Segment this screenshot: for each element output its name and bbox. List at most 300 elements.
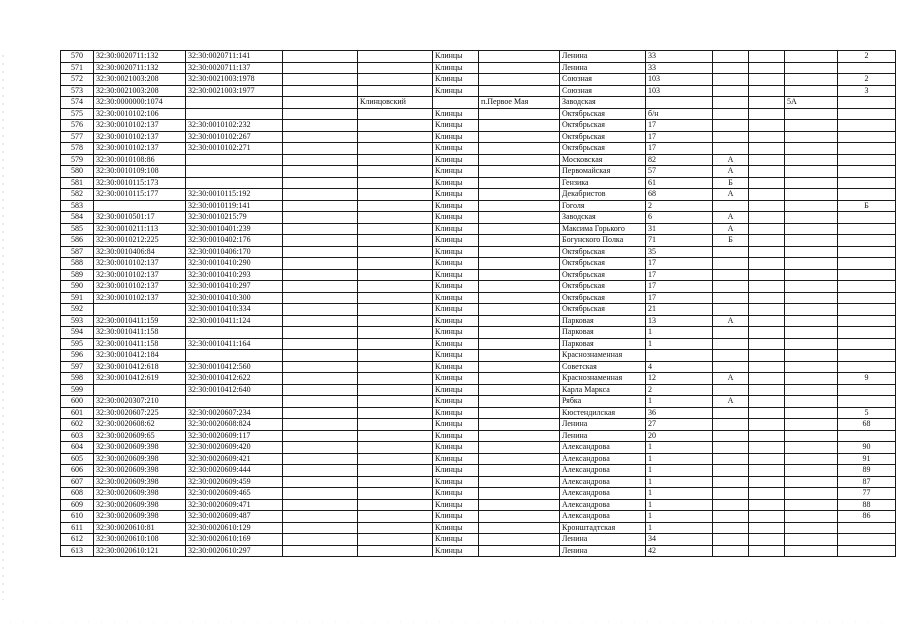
cell-street: Первомайская: [560, 166, 646, 178]
cell-cadastral-number: 32:30:0010501:17: [94, 212, 186, 224]
table-row: [61, 384, 896, 396]
cell-blank-col-10: [749, 545, 785, 557]
cell-row-number: 570: [61, 51, 94, 63]
cell-blank-col-10: [749, 396, 785, 408]
cell-blank-col-10: [749, 62, 785, 74]
cell-sub-cadastral-number: 32:30:0010119:141: [186, 200, 283, 212]
cell-city: Клинцы: [433, 419, 479, 431]
cell-house-letter: [713, 361, 749, 373]
cell-row-number: 579: [61, 154, 94, 166]
cell-district: [358, 499, 433, 511]
cell-district: [358, 442, 433, 454]
cell-city: Клинцы: [433, 246, 479, 258]
cell-city: Клинцы: [433, 189, 479, 201]
cell-blank-col-10: [749, 292, 785, 304]
cell-street: Ленина: [560, 62, 646, 74]
cell-house-letter: [713, 131, 749, 143]
cell-house-letter: [713, 62, 749, 74]
cell-building: [785, 396, 838, 408]
cell-cadastral-number: 32:30:0020711:132: [94, 51, 186, 63]
cell-sub-cadastral-number: 32:30:0010102:271: [186, 143, 283, 155]
cell-building: [785, 51, 838, 63]
cell-row-number: 612: [61, 534, 94, 546]
cell-settlement: [479, 85, 560, 97]
cell-house-letter: [713, 419, 749, 431]
cell-apartment: 86: [838, 511, 896, 523]
cell-district: [358, 545, 433, 557]
cell-cadastral-number: 32:30:0020610:108: [94, 534, 186, 546]
cell-house-letter: [713, 108, 749, 120]
cell-city: Клинцы: [433, 51, 479, 63]
cell-street: Максима Горького: [560, 223, 646, 235]
cell-building: [785, 465, 838, 477]
cell-settlement: [479, 269, 560, 281]
cell-cadastral-number: 32:30:0021003:208: [94, 74, 186, 86]
cell-house-number: 33: [646, 62, 713, 74]
cell-blank-col-3: [283, 327, 358, 339]
cell-sub-cadastral-number: [186, 166, 283, 178]
cell-street: Октябрьская: [560, 143, 646, 155]
cell-settlement: [479, 407, 560, 419]
table-row: [61, 235, 896, 247]
cell-sub-cadastral-number: [186, 154, 283, 166]
cell-apartment: 77: [838, 488, 896, 500]
cell-district: [358, 85, 433, 97]
cell-blank-col-3: [283, 430, 358, 442]
cell-building: [785, 177, 838, 189]
cell-house-number: 1: [646, 453, 713, 465]
cell-blank-col-3: [283, 373, 358, 385]
cell-cadastral-number: 32:30:0010115:177: [94, 189, 186, 201]
cell-row-number: 610: [61, 511, 94, 523]
table-row: [61, 522, 896, 534]
cell-apartment: [838, 108, 896, 120]
cell-building: [785, 488, 838, 500]
cell-house-letter: А: [713, 154, 749, 166]
cell-apartment: 87: [838, 476, 896, 488]
cell-sub-cadastral-number: 32:30:0010412:622: [186, 373, 283, 385]
cell-settlement: [479, 154, 560, 166]
cell-district: [358, 419, 433, 431]
cell-apartment: [838, 120, 896, 132]
cell-street: Кюстендилская: [560, 407, 646, 419]
cell-sub-cadastral-number: 32:30:0021003:1977: [186, 85, 283, 97]
cell-cadastral-number: 32:30:0020608:62: [94, 419, 186, 431]
cell-apartment: [838, 154, 896, 166]
cell-settlement: [479, 488, 560, 500]
cell-cadastral-number: 32:30:0020610:121: [94, 545, 186, 557]
cell-sub-cadastral-number: 32:30:0010412:560: [186, 361, 283, 373]
cell-apartment: 2: [838, 74, 896, 86]
cell-building: [785, 522, 838, 534]
cell-city: Клинцы: [433, 120, 479, 132]
cell-row-number: 598: [61, 373, 94, 385]
cell-sub-cadastral-number: 32:30:0010410:290: [186, 258, 283, 270]
cell-building: [785, 350, 838, 362]
table-row: [61, 488, 896, 500]
cell-house-number: 1: [646, 338, 713, 350]
table-row: [61, 373, 896, 385]
cell-cadastral-number: 32:30:0020609:398: [94, 488, 186, 500]
cell-house-number: 17: [646, 269, 713, 281]
cell-city: [433, 97, 479, 109]
cell-blank-col-10: [749, 85, 785, 97]
cell-cadastral-number: 32:30:0010102:137: [94, 258, 186, 270]
cell-settlement: [479, 292, 560, 304]
cell-apartment: [838, 361, 896, 373]
cell-building: [785, 212, 838, 224]
cell-cadastral-number: 32:30:0010406:84: [94, 246, 186, 258]
cell-district: [358, 269, 433, 281]
cell-settlement: [479, 430, 560, 442]
cell-house-number: 17: [646, 281, 713, 293]
cell-city: Клинцы: [433, 223, 479, 235]
cell-building: [785, 85, 838, 97]
cell-sub-cadastral-number: 32:30:0010410:334: [186, 304, 283, 316]
cell-blank-col-10: [749, 442, 785, 454]
cell-blank-col-10: [749, 511, 785, 523]
cell-blank-col-10: [749, 453, 785, 465]
cell-house-letter: [713, 200, 749, 212]
cell-district: [358, 396, 433, 408]
table-row: [61, 534, 896, 546]
cell-cadastral-number: 32:30:0000000:1074: [94, 97, 186, 109]
cell-sub-cadastral-number: [186, 108, 283, 120]
cell-cadastral-number: 32:30:0020609:65: [94, 430, 186, 442]
cell-house-letter: [713, 453, 749, 465]
cell-city: Клинцы: [433, 292, 479, 304]
cell-row-number: 609: [61, 499, 94, 511]
cell-blank-col-3: [283, 85, 358, 97]
cell-street: Октябрьская: [560, 269, 646, 281]
cell-building: [785, 534, 838, 546]
cell-street: Октябрьская: [560, 120, 646, 132]
cell-blank-col-10: [749, 177, 785, 189]
cell-blank-col-3: [283, 223, 358, 235]
cell-apartment: [838, 246, 896, 258]
cell-blank-col-3: [283, 453, 358, 465]
cell-house-letter: А: [713, 223, 749, 235]
cell-house-number: 1: [646, 476, 713, 488]
cell-street: Советская: [560, 361, 646, 373]
table-row: [61, 108, 896, 120]
cell-blank-col-10: [749, 522, 785, 534]
cell-district: [358, 292, 433, 304]
table-row: [61, 269, 896, 281]
cell-apartment: [838, 212, 896, 224]
cell-apartment: [838, 396, 896, 408]
cell-building: [785, 430, 838, 442]
cell-city: Клинцы: [433, 304, 479, 316]
cell-blank-col-3: [283, 476, 358, 488]
cell-building: [785, 407, 838, 419]
cell-street: Карла Маркса: [560, 384, 646, 396]
cell-district: [358, 522, 433, 534]
cell-district: [358, 200, 433, 212]
cell-district: [358, 407, 433, 419]
cell-sub-cadastral-number: 32:30:0010102:232: [186, 120, 283, 132]
cell-sub-cadastral-number: [186, 350, 283, 362]
cell-apartment: [838, 223, 896, 235]
cell-city: Клинцы: [433, 235, 479, 247]
cell-building: [785, 442, 838, 454]
cell-cadastral-number: 32:30:0020607:225: [94, 407, 186, 419]
cell-city: Клинцы: [433, 465, 479, 477]
cell-building: [785, 304, 838, 316]
cell-sub-cadastral-number: 32:30:0010412:640: [186, 384, 283, 396]
cell-city: Клинцы: [433, 396, 479, 408]
cell-building: [785, 223, 838, 235]
cell-settlement: [479, 51, 560, 63]
cell-house-letter: [713, 304, 749, 316]
cell-apartment: [838, 292, 896, 304]
cell-sub-cadastral-number: 32:30:0010410:300: [186, 292, 283, 304]
cell-city: Клинцы: [433, 476, 479, 488]
cell-sub-cadastral-number: [186, 327, 283, 339]
cell-sub-cadastral-number: 32:30:0010411:124: [186, 315, 283, 327]
cell-row-number: 577: [61, 131, 94, 143]
cell-apartment: [838, 350, 896, 362]
cell-cadastral-number: 32:30:0010411:158: [94, 338, 186, 350]
cell-apartment: [838, 315, 896, 327]
cell-house-number: 20: [646, 430, 713, 442]
cell-row-number: 605: [61, 453, 94, 465]
cell-street: Краснознаменная: [560, 350, 646, 362]
cell-settlement: [479, 476, 560, 488]
cell-row-number: 607: [61, 476, 94, 488]
table-row: [61, 97, 896, 109]
cell-row-number: 572: [61, 74, 94, 86]
cell-apartment: 5: [838, 407, 896, 419]
cell-blank-col-3: [283, 384, 358, 396]
cell-street: Александрова: [560, 465, 646, 477]
cell-street: Богунского Полка: [560, 235, 646, 247]
cell-blank-col-10: [749, 361, 785, 373]
table-row: [61, 327, 896, 339]
table-row: [61, 545, 896, 557]
cell-sub-cadastral-number: 32:30:0020610:297: [186, 545, 283, 557]
cell-city: Клинцы: [433, 338, 479, 350]
cell-sub-cadastral-number: 32:30:0020609:465: [186, 488, 283, 500]
cell-blank-col-10: [749, 258, 785, 270]
cell-city: Клинцы: [433, 350, 479, 362]
cell-district: [358, 177, 433, 189]
cell-building: [785, 235, 838, 247]
cell-house-letter: [713, 499, 749, 511]
cell-blank-col-3: [283, 281, 358, 293]
cell-settlement: [479, 177, 560, 189]
cell-blank-col-10: [749, 74, 785, 86]
cell-building: [785, 189, 838, 201]
cell-house-letter: [713, 407, 749, 419]
cell-blank-col-3: [283, 154, 358, 166]
cell-settlement: [479, 131, 560, 143]
cell-blank-col-10: [749, 430, 785, 442]
cell-row-number: 578: [61, 143, 94, 155]
cell-house-number: 12: [646, 373, 713, 385]
cell-settlement: [479, 338, 560, 350]
cell-house-number: 1: [646, 499, 713, 511]
cell-sub-cadastral-number: 32:30:0010410:297: [186, 281, 283, 293]
cell-blank-col-3: [283, 488, 358, 500]
cell-cadastral-number: [94, 200, 186, 212]
cell-street: Ленина: [560, 534, 646, 546]
cell-blank-col-3: [283, 269, 358, 281]
cell-blank-col-3: [283, 511, 358, 523]
table-row: [61, 407, 896, 419]
cell-city: Клинцы: [433, 488, 479, 500]
cell-house-number: 34: [646, 534, 713, 546]
cell-house-letter: А: [713, 315, 749, 327]
cell-house-letter: [713, 465, 749, 477]
cell-settlement: [479, 235, 560, 247]
cell-apartment: 2: [838, 51, 896, 63]
cell-city: Клинцы: [433, 154, 479, 166]
cell-row-number: 581: [61, 177, 94, 189]
cell-blank-col-10: [749, 189, 785, 201]
cell-building: [785, 108, 838, 120]
cell-blank-col-3: [283, 407, 358, 419]
cell-street: Октябрьская: [560, 304, 646, 316]
cell-house-number: 1: [646, 522, 713, 534]
cell-building: [785, 499, 838, 511]
cell-sub-cadastral-number: 32:30:0010401:239: [186, 223, 283, 235]
cell-blank-col-3: [283, 131, 358, 143]
cell-apartment: 88: [838, 499, 896, 511]
cell-city: Клинцы: [433, 430, 479, 442]
cell-sub-cadastral-number: 32:30:0020610:169: [186, 534, 283, 546]
cell-house-number: 2: [646, 384, 713, 396]
cell-settlement: [479, 396, 560, 408]
cell-apartment: 68: [838, 419, 896, 431]
cell-house-letter: [713, 85, 749, 97]
table-row: [61, 131, 896, 143]
cell-settlement: [479, 499, 560, 511]
cell-city: Клинцы: [433, 384, 479, 396]
cell-apartment: 3: [838, 85, 896, 97]
cell-cadastral-number: 32:30:0020307:210: [94, 396, 186, 408]
cell-district: [358, 74, 433, 86]
cell-street: Октябрьская: [560, 108, 646, 120]
cell-house-number: 17: [646, 143, 713, 155]
cell-row-number: 603: [61, 430, 94, 442]
cell-blank-col-3: [283, 465, 358, 477]
cell-blank-col-3: [283, 292, 358, 304]
cell-house-number: 6: [646, 212, 713, 224]
cell-district: [358, 430, 433, 442]
table-row: [61, 350, 896, 362]
cell-house-letter: А: [713, 373, 749, 385]
table-row: [61, 315, 896, 327]
cell-apartment: [838, 235, 896, 247]
cell-row-number: 591: [61, 292, 94, 304]
cell-house-letter: [713, 384, 749, 396]
cell-city: Клинцы: [433, 166, 479, 178]
cell-blank-col-3: [283, 166, 358, 178]
cell-settlement: [479, 545, 560, 557]
cell-apartment: [838, 430, 896, 442]
cell-house-number: 17: [646, 131, 713, 143]
cell-blank-col-3: [283, 177, 358, 189]
cell-apartment: [838, 143, 896, 155]
cell-row-number: 604: [61, 442, 94, 454]
cell-settlement: [479, 465, 560, 477]
cell-cadastral-number: 32:30:0020610:81: [94, 522, 186, 534]
cell-settlement: [479, 258, 560, 270]
cell-blank-col-3: [283, 534, 358, 546]
cell-sub-cadastral-number: 32:30:0020608:824: [186, 419, 283, 431]
cell-house-letter: [713, 511, 749, 523]
cell-district: [358, 453, 433, 465]
cell-cadastral-number: 32:30:0020609:398: [94, 476, 186, 488]
cell-street: Ленина: [560, 430, 646, 442]
cell-house-number: 103: [646, 74, 713, 86]
cell-building: [785, 154, 838, 166]
cell-settlement: [479, 246, 560, 258]
cell-row-number: 592: [61, 304, 94, 316]
cell-row-number: 595: [61, 338, 94, 350]
cell-cadastral-number: 32:30:0010212:225: [94, 235, 186, 247]
cell-apartment: [838, 189, 896, 201]
cell-settlement: [479, 223, 560, 235]
table-row: [61, 396, 896, 408]
cell-blank-col-10: [749, 281, 785, 293]
cell-blank-col-10: [749, 51, 785, 63]
cell-apartment: [838, 97, 896, 109]
table-row: [61, 154, 896, 166]
cell-district: [358, 350, 433, 362]
cell-street: Александрова: [560, 442, 646, 454]
registry-table-body: [61, 51, 896, 557]
cell-house-number: [646, 97, 713, 109]
cell-building: [785, 62, 838, 74]
cell-settlement: [479, 212, 560, 224]
cell-sub-cadastral-number: 32:30:0020711:137: [186, 62, 283, 74]
cell-street: Октябрьская: [560, 281, 646, 293]
cell-row-number: 573: [61, 85, 94, 97]
cell-cadastral-number: 32:30:0010412:184: [94, 350, 186, 362]
table-row: [61, 212, 896, 224]
cell-cadastral-number: 32:30:0010102:137: [94, 269, 186, 281]
cell-blank-col-3: [283, 419, 358, 431]
table-row: [61, 74, 896, 86]
table-row: [61, 85, 896, 97]
table-row: [61, 304, 896, 316]
cell-district: [358, 189, 433, 201]
cell-house-number: 17: [646, 258, 713, 270]
cell-sub-cadastral-number: 32:30:0020609:117: [186, 430, 283, 442]
cell-cadastral-number: [94, 384, 186, 396]
cell-blank-col-3: [283, 108, 358, 120]
cell-cadastral-number: 32:30:0020711:132: [94, 62, 186, 74]
cell-cadastral-number: 32:30:0010102:137: [94, 143, 186, 155]
cell-city: Клинцы: [433, 361, 479, 373]
cell-apartment: [838, 281, 896, 293]
cell-row-number: 584: [61, 212, 94, 224]
cell-city: Клинцы: [433, 499, 479, 511]
cell-district: [358, 235, 433, 247]
cell-house-letter: [713, 51, 749, 63]
cell-house-letter: [713, 545, 749, 557]
cell-cadastral-number: 32:30:0010211:113: [94, 223, 186, 235]
cell-street: Александрова: [560, 476, 646, 488]
cell-sub-cadastral-number: [186, 177, 283, 189]
cell-blank-col-10: [749, 166, 785, 178]
cell-sub-cadastral-number: 32:30:0010410:293: [186, 269, 283, 281]
cell-cadastral-number: 32:30:0010102:137: [94, 131, 186, 143]
cell-blank-col-3: [283, 545, 358, 557]
cell-blank-col-3: [283, 499, 358, 511]
